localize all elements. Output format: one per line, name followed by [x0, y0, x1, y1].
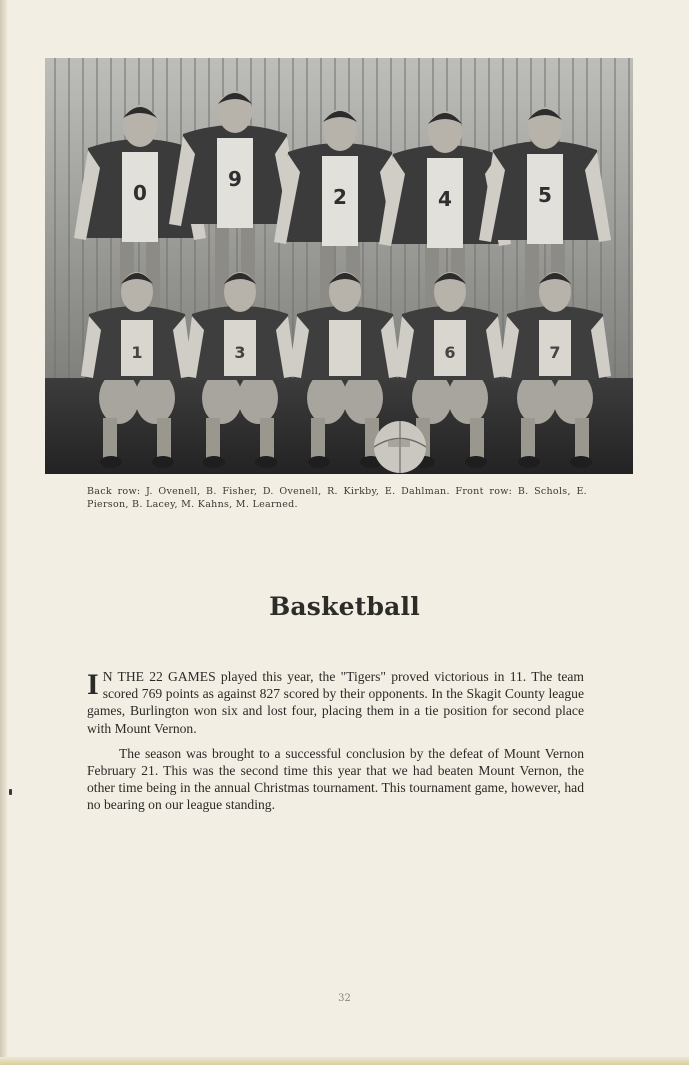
article-body: [87, 668, 584, 814]
team-photo: [45, 58, 633, 474]
jersey-number: 6: [444, 343, 456, 362]
page-title: Basketball: [269, 592, 420, 621]
jersey-number: 1: [131, 343, 143, 362]
paragraph-1-text: N THE 22 GAMES played this year, the "Tigers" proved victorious in 11. The team scored 769 points as against 827 scored by their opponents. In the Skagit County league games, Burlington won six and lost four, placing them in a tie position for second place with Mount Vernon.: [87, 669, 584, 736]
photo-caption: Back row: J. Ovenell, B. Fisher, D. Ovenell, R. Kirkby, E. Dahlman. Front row: B. Schols, E. Pierson, B. Lacey, M. Kahns, M. Learned.: [87, 486, 587, 510]
jersey-number: 4: [438, 187, 452, 211]
jersey-number: 2: [333, 185, 347, 209]
dropcap: I: [87, 668, 99, 701]
paragraph-2: The season was brought to a successful conclusion by the defeat of Mount Vernon February 21. This was the second time this year that we had beaten Mount Vernon, the other time being in the annual Christmas tournament. This tournament game, however, had no bearing on our league standing.: [87, 745, 584, 813]
jersey-number: 9: [228, 167, 242, 191]
paragraph-1: [87, 668, 584, 737]
jersey-number: 5: [538, 183, 552, 207]
margin-mark: [9, 789, 12, 795]
jersey-number: 0: [133, 181, 147, 205]
jersey-number: 3: [234, 343, 246, 362]
jersey-number: 7: [549, 343, 561, 362]
page-edge-bottom: [0, 1057, 689, 1065]
page-edge: [0, 0, 7, 1065]
basketball: [374, 421, 426, 473]
page-number: 32: [338, 993, 351, 1004]
